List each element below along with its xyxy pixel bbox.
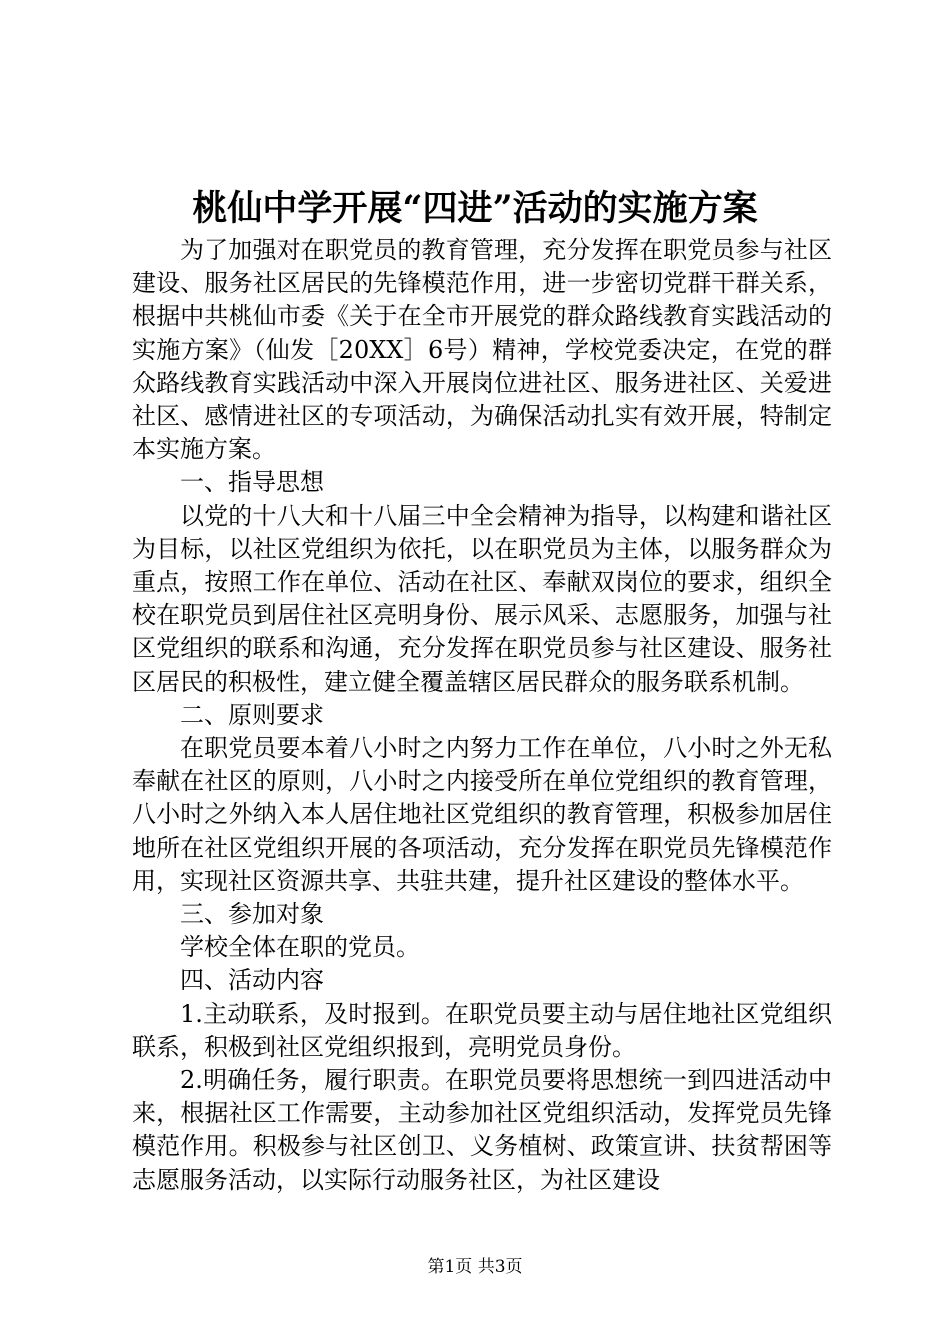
paragraph-activity-2: 2.明确任务，履行职责。在职党员要将思想统一到四进活动中来，根据社区工作需要，主动参加社区党组织活动，发挥党员先锋模范作用。积极参与社区创卫、义务植树、政策宣讲、扶贫帮困等志愿服务活动，以实际行动服务社区，为社区建设 <box>132 1066 832 1194</box>
document-body <box>132 234 832 1197</box>
section-heading-activities: 四、活动内容 <box>180 966 324 995</box>
paragraph-intro: 为了加强对在职党员的教育管理，充分发挥在职党员参与社区建设、服务社区居民的先锋模范作用，进一步密切党群干群关系，根据中共桃仙市委《关于在全市开展党的群众路线教育实践活动的实施方案》（仙发［20XX］6号）精神，学校党委决定，在党的群众路线教育实践活动中深入开展岗位进社区、服务进社区、关爱进社区、感情进社区的专项活动，为确保活动扎实有效开展，特制定本实施方案。 <box>132 236 832 464</box>
section-heading-guiding-thought: 一、指导思想 <box>180 468 324 497</box>
paragraph-guiding-thought: 以党的十八大和十八届三中全会精神为指导，以构建和谐社区为目标，以社区党组织为依托，以在职党员为主体，以服务群众为重点，按照工作在单位、活动在社区、奉献双岗位的要求，组织全校在职党员到居住社区亮明身份、展示风采、志愿服务，加强与社区党组织的联系和沟通，充分发挥在职党员参与社区建设、服务社区居民的积极性，建立健全覆盖辖区居民群众的服务联系机制。 <box>132 501 832 696</box>
document-title: 桃仙中学开展“四进”活动的实施方案 <box>192 188 758 229</box>
paragraph-principles: 在职党员要本着八小时之内努力工作在单位，八小时之外无私奉献在社区的原则，八小时之内接受所在单位党组织的教育管理，八小时之外纳入本人居住地社区党组织的教育管理，积极参加居住地所在社区党组织开展的各项活动，充分发挥在职党员先锋模范作用，实现社区资源共享、共驻共建，提升社区建设的整体水平。 <box>132 734 832 895</box>
page-footer: 第1页 共3页 <box>427 1257 523 1277</box>
paragraph-participants: 学校全体在职的党员。 <box>180 933 420 962</box>
section-heading-principles: 二、原则要求 <box>180 700 324 729</box>
paragraph-activity-1: 1.主动联系，及时报到。在职党员要主动与居住地社区党组织联系，积极到社区党组织报到，亮明党员身份。 <box>132 999 832 1061</box>
section-heading-participants: 三、参加对象 <box>180 900 324 929</box>
